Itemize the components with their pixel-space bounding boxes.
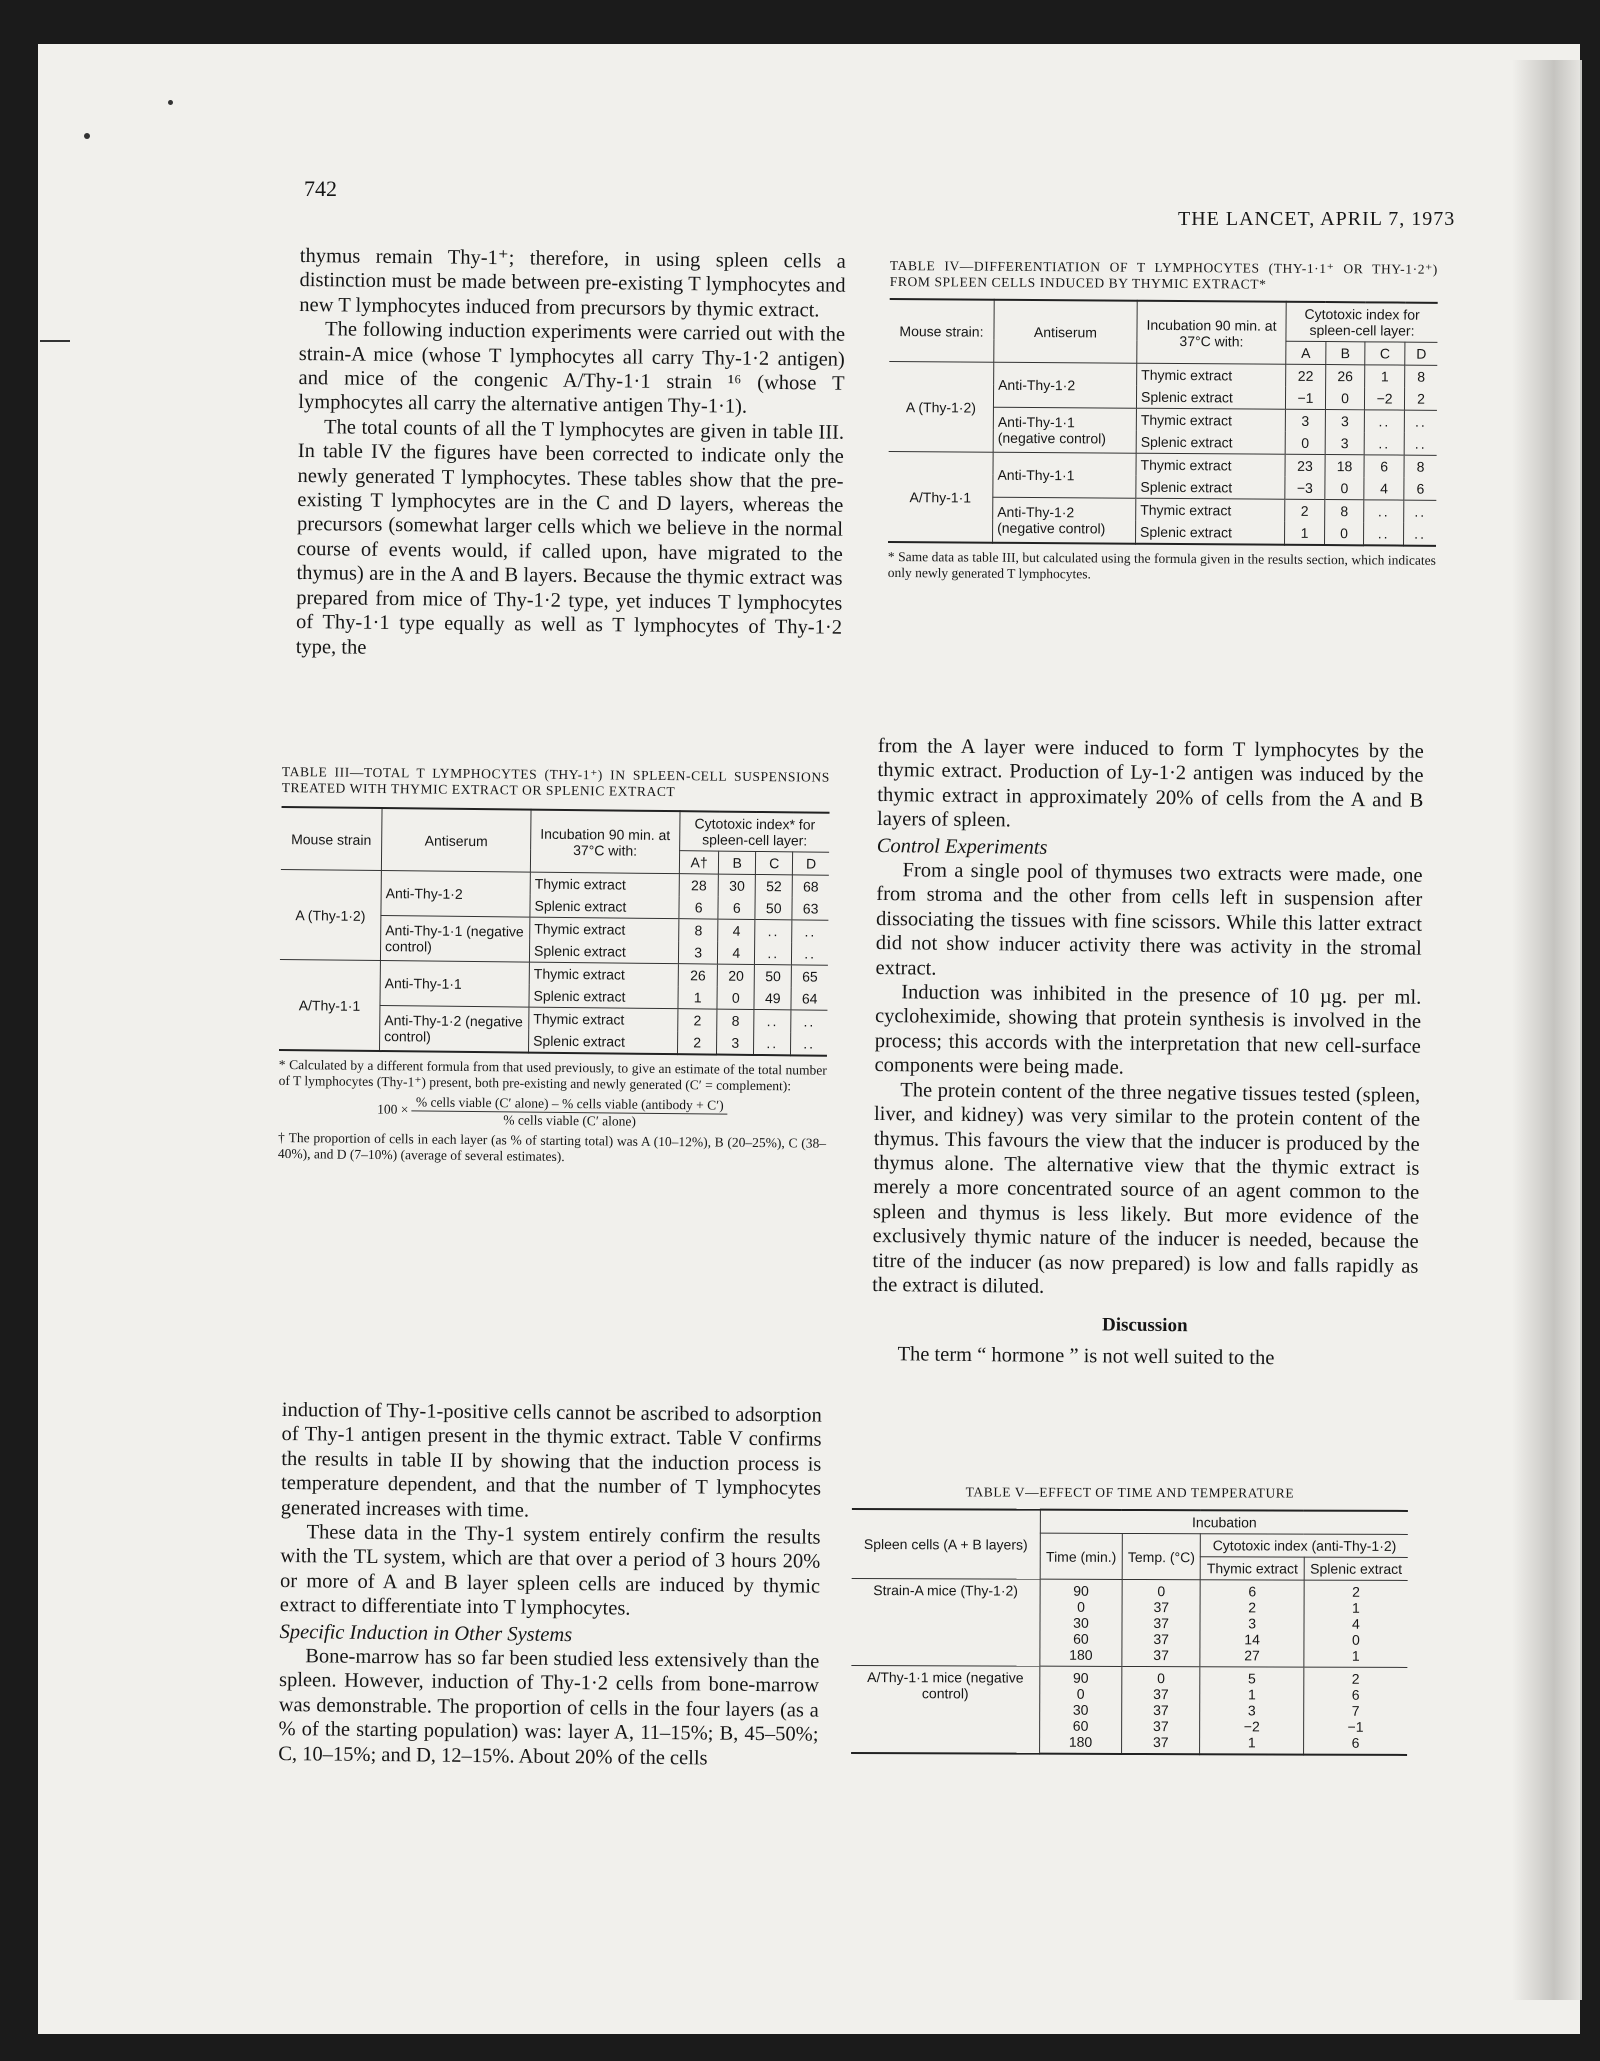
table-cell: A/Thy-1·1 (888, 451, 993, 542)
table-cell: .. (755, 919, 792, 942)
paragraph: From a single pool of thymuses two extracts were made, one from stroma and the other from cells left in suspension after dissociating the tissues with fine scissors. While this latter extract did not show inducer activity there was activity in the stromal extract. (875, 859, 1423, 980)
section-heading: Specific Induction in Other Systems (279, 1620, 573, 1646)
table-cell: .. (754, 1032, 791, 1055)
table-cell: 6 (1248, 1583, 1257, 1600)
table-cell-group (1200, 1667, 1304, 1755)
table-cell: 3 (717, 1032, 754, 1055)
table-cell: Thymic extract (530, 872, 679, 896)
table-cell: 0 (1325, 387, 1364, 410)
table-cell: 37 (1153, 1647, 1169, 1664)
table-header: Splenic extract (1304, 1557, 1408, 1580)
table-cell: .. (1364, 500, 1404, 523)
table-3-footnote-2: † The proportion of cells in each layer (as % of starting total) was A (10–12%), B (20–25%), C (38–40%), and D (7–10%) (average of several estimates). (277, 1129, 827, 1164)
table-cell: 37 (1153, 1615, 1170, 1632)
table-4 (888, 258, 1438, 585)
table-cell: 2 (1248, 1599, 1257, 1616)
paragraph: The term “ hormone ” is not well suited to the (897, 1342, 1275, 1369)
table-cell: Thymic extract (1136, 453, 1285, 477)
table-cell: Strain-A mice (Thy-1·2) (851, 1578, 1040, 1666)
paragraph: from the A layer were induced to form T lymphocytes by the thymic extract. Production of Ly-1·2 antigen was induced by the thymic extract in approximately 20% of cells from the A and B layers of spleen. (876, 734, 1424, 832)
paragraph: The protein content of the three negative tissues tested (spleen, liver, and kidney) was very similar to the protein content of the thymus. This favours the view that the inducer is produced by the thymus alone. The alternative view that the thymic extract is merely a more concentrated source of an agent common to the spleen and thymus is less likely. But more evidence of the exclusively thymic nature of the inducer is needed, because the titre of the inducer (as now prepared) is low and falls rapidly as the extract is diluted. (872, 1078, 1421, 1298)
table-cell: 50 (755, 897, 792, 920)
table-cell: Anti-Thy-1·2 (negative control) (379, 1006, 528, 1053)
table-5 (851, 1484, 1408, 1756)
table-cell: Splenic extract (529, 940, 678, 964)
table-cell: 8 (1417, 368, 1426, 385)
table-cell: 37 (1152, 1734, 1169, 1751)
table-cell: 2 (1352, 1583, 1360, 1600)
table-cell: 3 (1285, 409, 1325, 432)
table-header: C (1365, 342, 1405, 365)
table-cell: 63 (802, 900, 819, 917)
table-header: Antiserum (381, 808, 531, 872)
table-cell: 0 (717, 987, 754, 1010)
table-cell: 0 (1157, 1583, 1166, 1600)
table-cell-group (1040, 1666, 1122, 1754)
table-cell: 0 (1076, 1685, 1085, 1702)
table-header: Temp. (°C) (1122, 1533, 1201, 1579)
paragraph: The following induction experiments were carried out with the strain-A mice (whose T lymphocytes all carry Thy-1·2 antigen) and mice of the congenic A/Thy-1·1 strain ¹⁶ (whose T lymphocytes all carry the alternative antigen Thy-1·1). (298, 318, 846, 419)
table-cell: Splenic extract (1136, 521, 1285, 545)
table-cell: 14 (1244, 1631, 1260, 1648)
table-cell: −2 (1365, 387, 1405, 410)
table-cell: 90 (1073, 1582, 1089, 1599)
table-cell: .. (1414, 503, 1427, 520)
table-5-caption: TABLE V—EFFECT OF TIME AND TEMPERATURE (965, 1484, 1295, 1501)
table-cell: 0 (1324, 522, 1363, 545)
table-cell: 0 (1157, 1670, 1165, 1687)
table-cell: 30 (1073, 1614, 1089, 1631)
formula-numerator: % cells viable (C′ alone) – % cells viable (antibody + C′) (412, 1094, 728, 1114)
table-header: Cytotoxic index* for spleen-cell layer: (680, 811, 830, 852)
table-cell: Anti-Thy-1·2 (381, 871, 530, 918)
table-header: Incubation (1040, 1510, 1408, 1535)
table-header: Mouse strain: (889, 299, 994, 362)
table-cell: 28 (679, 874, 719, 897)
table-cell: 37 (1153, 1686, 1169, 1703)
table-cell: 8 (1325, 500, 1364, 523)
table-cell: 6 (1351, 1686, 1360, 1703)
table-cell-group (1040, 1579, 1122, 1666)
table-cell: 6 (1416, 480, 1425, 497)
table-cell: 0 (1351, 1631, 1360, 1648)
table-cell: 4 (718, 919, 755, 942)
table-cell: 37 (1153, 1599, 1170, 1616)
table-cell: 90 (1072, 1669, 1089, 1686)
table-cell-group (1200, 1580, 1304, 1667)
table-cell: Anti-Thy-1·1 (380, 961, 529, 1008)
table-cell: .. (803, 1035, 816, 1052)
table-header: Thymic extract (1201, 1557, 1304, 1580)
table-cell: .. (1414, 435, 1427, 452)
table-cell: 1 (1247, 1734, 1256, 1751)
table-cell: .. (804, 923, 817, 940)
formula-denominator: % cells viable (C′ alone) (503, 1112, 636, 1129)
scan-speck (40, 340, 70, 342)
table-cell: Splenic extract (530, 895, 679, 919)
table-cell: 64 (801, 990, 818, 1007)
table-cell-group (1304, 1580, 1408, 1667)
table-cell: Splenic extract (1136, 431, 1285, 455)
paragraph: thymus remain Thy-1⁺; therefore, in using spleen cells a distinction must be made between pre-existing T lymphocytes and new T lymphocytes induced from precursors by thymic extract. (299, 244, 846, 322)
table-3-formula (278, 1093, 826, 1132)
table-header: Incubation 90 min. at 37°C with: (530, 810, 680, 874)
table-cell: 49 (754, 987, 791, 1010)
table-cell: 7 (1351, 1702, 1360, 1719)
table-3 (278, 764, 830, 1168)
table-cell: 8 (679, 919, 719, 942)
table-cell: 37 (1153, 1718, 1169, 1735)
table-header: C (756, 851, 793, 874)
table-cell: 1 (678, 986, 718, 1009)
table-cell: Anti-Thy-1·1 (negative control) (993, 407, 1136, 453)
table-cell: 3 (1248, 1615, 1257, 1632)
column-1-text (296, 244, 846, 665)
table-cell: .. (1414, 413, 1427, 430)
table-cell: 22 (1286, 364, 1326, 387)
table-cell: 30 (718, 874, 755, 897)
table-cell: A (Thy-1·2) (280, 869, 381, 960)
table-cell: 6 (679, 896, 719, 919)
table-header: Mouse strain (281, 807, 382, 871)
table-cell: −2 (1243, 1718, 1260, 1735)
table-cell: 52 (755, 874, 792, 897)
paragraph: Induction was inhibited in the presence of 10 µg. per ml. cycloheximide, showing that protein synthesis is involved in the process; this accords with the interpretation that new cell-surface components were being made. (874, 981, 1422, 1079)
table-header: D (793, 852, 830, 875)
table-cell: Splenic extract (1136, 386, 1285, 410)
table-cell: 3 (1325, 432, 1364, 455)
table-cell: .. (804, 945, 817, 962)
table-header: B (719, 851, 756, 874)
table-5-grid (851, 1508, 1408, 1756)
section-heading: Discussion (1101, 1314, 1188, 1337)
table-header: A† (679, 851, 719, 874)
table-4-footnote: * Same data as table III, but calculated using the formula given in the results section, which indicates only newly generated T lymphocytes. (887, 548, 1436, 582)
table-cell: 18 (1325, 455, 1364, 478)
table-4-caption: TABLE IV—DIFFERENTIATION OF T LYMPHOCYTES (THY-1·1⁺ OR THY-1·2⁺) FROM SPLEEN CELLS INDUCED BY THYMIC EXTRACT* (889, 258, 1438, 292)
table-cell: 26 (678, 964, 718, 987)
table-cell: 5 (1248, 1670, 1256, 1687)
table-4-grid (888, 298, 1438, 547)
table-cell: 6 (1364, 455, 1404, 478)
table-cell: 2 (678, 1009, 718, 1032)
table-header: Spleen cells (A + B layers) (852, 1509, 1041, 1579)
table-cell: 1 (1285, 522, 1325, 545)
table-cell: 37 (1153, 1702, 1169, 1719)
table-header: B (1326, 342, 1365, 365)
table-cell: 0 (1077, 1598, 1085, 1615)
table-cell: Thymic extract (530, 917, 679, 941)
table-cell: 3 (678, 941, 718, 964)
table-cell: 60 (1072, 1717, 1089, 1734)
table-cell: 0 (1325, 477, 1364, 500)
table-cell: Anti-Thy-1·2 (993, 362, 1136, 408)
table-3-grid (279, 806, 830, 1057)
table-cell: 26 (1326, 365, 1365, 388)
table-header: Incubation 90 min. at 37°C with: (1137, 301, 1286, 365)
table-cell: 23 (1285, 454, 1325, 477)
table-cell: 50 (754, 964, 791, 987)
table-cell: −3 (1285, 477, 1325, 500)
table-cell: 6 (1351, 1734, 1360, 1751)
column-1-lower-text (278, 1398, 822, 1772)
table-cell: 2 (1285, 499, 1325, 522)
column-2-text (871, 734, 1424, 1372)
table-header: Time (min.) (1040, 1533, 1122, 1579)
paragraph: These data in the Thy-1 system entirely confirm the results with the TL system, which are that over a period of 3 hours 20% or more of A and B layer spleen cells are induced by thymic extract to differentiate into T lymphocytes. (279, 1521, 821, 1620)
table-cell: Anti-Thy-1·2 (negative control) (993, 497, 1136, 543)
table-cell: 65 (802, 968, 818, 985)
table-cell: .. (1364, 432, 1404, 455)
table-header: Antiserum (994, 300, 1137, 363)
table-cell: .. (755, 942, 792, 965)
paragraph: The total counts of all the T lymphocytes are given in table III. In table IV the figures have been corrected to indicate only the newly generated T lymphocytes. These tables show that the pre-existing T lymphocytes are in the C and D layers, whereas the precursors (somewhat larger cells which we believe in the normal course of events would, if called upon, have migrated to the thymus) are in the A and B layers. Because the thymic extract was prepared from mice of Thy-1·2 type, yet induces T lymphocytes of Thy-1·1 type equally as well as T lymphocytes of Thy-1·2 type, the (295, 416, 845, 659)
table-header: Cytotoxic index (anti-Thy-1·2) (1201, 1534, 1408, 1558)
table-cell: 3 (1325, 410, 1364, 433)
table-cell: 1 (1351, 1647, 1360, 1664)
table-cell: Splenic extract (529, 985, 678, 1009)
table-cell: Thymic extract (1137, 363, 1286, 387)
table-cell: A/Thy-1·1 mice (negative control) (851, 1665, 1040, 1753)
table-header: Cytotoxic index for spleen-cell layer: (1286, 302, 1438, 343)
table-cell: Anti-Thy-1·1 (993, 452, 1136, 498)
table-cell-group (1121, 1666, 1200, 1754)
scan-speck (84, 133, 90, 139)
table-cell: 1 (1352, 1599, 1360, 1616)
table-cell: A (Thy-1·2) (889, 361, 994, 452)
table-cell: 2 (1417, 390, 1426, 407)
running-head: THE LANCET, APRIL 7, 1973 (1178, 208, 1456, 230)
table-cell: Thymic extract (529, 1007, 678, 1031)
paragraph: induction of Thy-1-positive cells cannot be ascribed to adsorption of Thy-1 antigen present in the thymic extract. Table V confirms the results in table II by showing that the induction process is temperature dependent, and that the number of T lymphocytes generated increases with time. (280, 1399, 822, 1522)
table-cell-group (1303, 1667, 1407, 1755)
table-cell: 2 (677, 1031, 717, 1054)
table-cell: Anti-Thy-1·1 (negative control) (380, 916, 529, 963)
page-number: 742 (304, 176, 337, 201)
table-cell: 37 (1153, 1631, 1169, 1648)
table-cell: 27 (1244, 1647, 1260, 1664)
table-cell: 8 (1416, 458, 1425, 475)
table-cell: .. (754, 1009, 791, 1032)
table-cell: Thymic extract (529, 962, 678, 986)
table-cell: 1 (1247, 1686, 1256, 1703)
table-cell-group (1122, 1579, 1201, 1666)
table-cell: 180 (1068, 1733, 1093, 1750)
table-cell: 180 (1069, 1646, 1093, 1663)
table-cell: 4 (1364, 477, 1404, 500)
table-cell: 0 (1285, 432, 1325, 455)
table-3-caption: TABLE III—TOTAL T LYMPHOCYTES (THY-1⁺) IN SPLEEN-CELL SUSPENSIONS TREATED WITH THYMIC EXTRACT OR SPLENIC EXTRACT (281, 764, 830, 800)
scan-edge-shadow (1512, 60, 1582, 2000)
table-cell: .. (1414, 525, 1427, 542)
table-cell: 2 (1351, 1670, 1360, 1687)
table-cell: 3 (1247, 1702, 1256, 1719)
formula-lead: 100 × (377, 1101, 409, 1117)
table-cell: A/Thy-1·1 (279, 959, 380, 1051)
table-cell: 4 (718, 942, 755, 965)
table-header: A (1286, 341, 1326, 364)
paragraph: Bone-marrow has so far been studied less extensively than the spleen. However, induction of Thy-1·2 cells from bone-marrow was demonstrable. The proportion of cells in the four layers (as a % of the starting population) was: layer A, 11–15%; B, 45–50%; C, 10–15%; and D, 12–15%. About 20% of the cells (278, 1645, 820, 1770)
table-cell: Thymic extract (1136, 498, 1285, 522)
table-cell: −1 (1285, 387, 1325, 410)
table-header: D (1405, 342, 1438, 365)
scan-speck (168, 100, 173, 105)
table-cell: .. (803, 1013, 816, 1030)
table-cell: 20 (717, 964, 754, 987)
table-cell: 68 (802, 878, 819, 895)
table-cell: Thymic extract (1136, 408, 1285, 432)
section-heading: Control Experiments (876, 834, 1048, 859)
table-3-footnote-1: * Calculated by a different formula from that used previously, to give an estimate of the total number of T lymphocytes (Thy-1⁺) present, both pre-existing and newly generated (C′ = complement): (278, 1056, 827, 1094)
table-cell: Splenic extract (1136, 476, 1285, 500)
table-cell: 8 (717, 1009, 754, 1032)
table-cell: 1 (1365, 365, 1405, 388)
table-cell: .. (1364, 522, 1404, 545)
table-cell: .. (1364, 410, 1404, 433)
table-cell: Splenic extract (528, 1030, 677, 1055)
table-cell: −1 (1347, 1718, 1364, 1735)
table-cell: 6 (718, 897, 755, 920)
table-cell: 4 (1351, 1615, 1360, 1632)
table-cell: 30 (1072, 1701, 1089, 1718)
table-cell: 60 (1073, 1630, 1089, 1647)
